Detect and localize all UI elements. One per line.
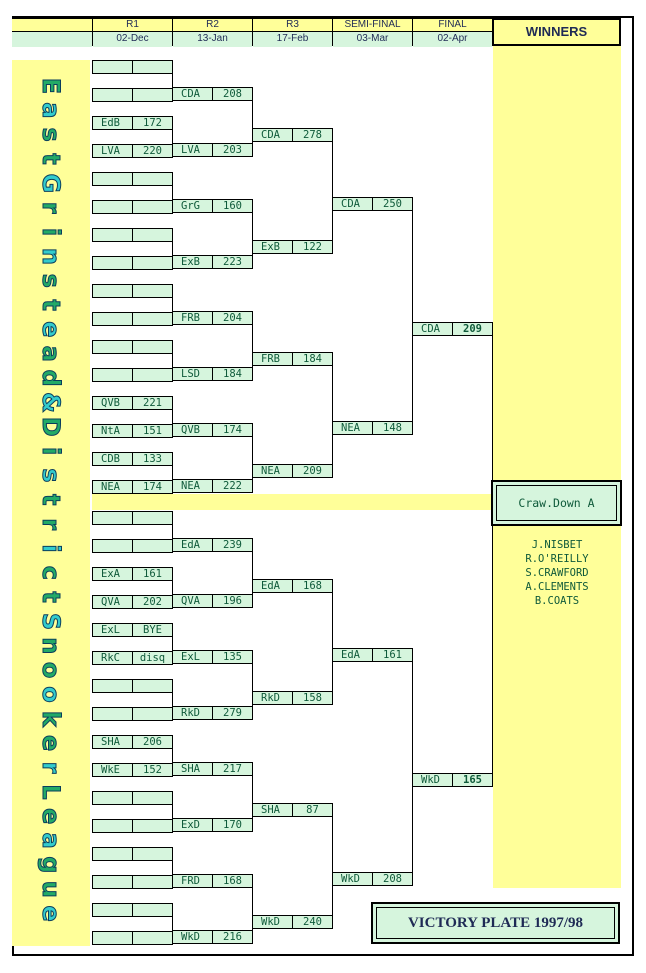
round-name: FINAL [413, 19, 492, 32]
team-cell [92, 847, 133, 861]
score-cell: 152 [132, 763, 173, 777]
league-name-letter: i [37, 227, 65, 237]
score-cell: 223 [212, 255, 253, 269]
player-name: R.O'REILLY [525, 553, 589, 565]
league-name-letter: n [37, 637, 65, 655]
team-cell [92, 707, 133, 721]
round-header [412, 18, 492, 46]
connector-line [332, 359, 333, 472]
team-cell: ExB [252, 240, 293, 254]
score-cell [132, 200, 173, 214]
team-cell: WkD [332, 872, 373, 886]
connector-line [172, 742, 173, 771]
connector-line [172, 347, 173, 376]
league-name-letter: e [37, 735, 65, 752]
round-header [252, 18, 332, 46]
round-header [92, 18, 172, 46]
score-cell: 208 [212, 87, 253, 101]
league-name-letter: & [37, 391, 65, 413]
connector-line [172, 574, 173, 603]
winners-column [493, 46, 621, 888]
header-spacer [12, 18, 92, 46]
connector-line [172, 235, 173, 264]
score-cell [132, 60, 173, 74]
score-cell: 184 [212, 367, 253, 381]
score-cell: 174 [132, 480, 173, 494]
team-cell: ExA [92, 567, 133, 581]
round-date: 17-Feb [253, 32, 332, 47]
team-cell [92, 875, 133, 889]
corner-band [12, 46, 92, 60]
score-cell [132, 931, 173, 945]
score-cell: 250 [372, 197, 413, 211]
team-cell [92, 284, 133, 298]
team-cell: WkD [412, 773, 453, 787]
team-cell [92, 931, 133, 945]
team-cell: FRB [172, 311, 213, 325]
league-name-letter: n [37, 247, 65, 265]
league-name-letter: s [37, 127, 65, 142]
connector-line [252, 545, 253, 602]
team-cell [92, 368, 133, 382]
connector-line [332, 135, 333, 248]
score-cell [132, 511, 173, 525]
winner-players [493, 538, 621, 608]
score-cell: 172 [132, 116, 173, 130]
score-cell: 174 [212, 423, 253, 437]
connector-line [172, 403, 173, 432]
score-cell [132, 368, 173, 382]
league-name-letter: t [37, 494, 65, 506]
score-cell: 168 [292, 579, 333, 593]
team-cell [92, 172, 133, 186]
league-name-letter: g [37, 856, 65, 874]
league-name-letter: a [37, 345, 65, 362]
score-cell [132, 903, 173, 917]
player-name: S.CRAWFORD [525, 567, 589, 579]
connector-line [252, 94, 253, 151]
team-cell: NEA [332, 421, 373, 435]
round-date: 13-Jan [173, 32, 252, 47]
connector-line [172, 67, 173, 96]
team-cell: CDA [172, 87, 213, 101]
league-name-letter: t [37, 299, 65, 311]
score-cell [132, 791, 173, 805]
connector-line [172, 518, 173, 547]
league-name-letter: k [37, 710, 65, 727]
team-cell: EdA [332, 648, 373, 662]
score-cell: 165 [452, 773, 493, 787]
connector-line [172, 686, 173, 715]
team-cell: CDA [412, 322, 453, 336]
round-header [172, 18, 252, 46]
team-cell [92, 88, 133, 102]
team-cell: SHA [172, 762, 213, 776]
half-divider [92, 494, 492, 510]
score-cell: 203 [212, 143, 253, 157]
score-cell [132, 88, 173, 102]
score-cell [132, 340, 173, 354]
connector-line [172, 630, 173, 659]
team-cell: QVA [172, 594, 213, 608]
score-cell [132, 256, 173, 270]
team-cell: SHA [252, 803, 293, 817]
team-cell: NEA [92, 480, 133, 494]
team-cell: GrG [172, 199, 213, 213]
connector-line [252, 318, 253, 375]
team-cell: LVA [92, 144, 133, 158]
team-cell [92, 511, 133, 525]
team-cell [92, 312, 133, 326]
score-cell: 170 [212, 818, 253, 832]
team-cell: NEA [172, 479, 213, 493]
team-cell [92, 539, 133, 553]
score-cell: 202 [132, 595, 173, 609]
score-cell [132, 707, 173, 721]
winners-header: WINNERS [492, 18, 621, 46]
league-name-letter: o [37, 661, 65, 679]
round-name: SEMI-FINAL [333, 19, 412, 32]
team-cell [92, 340, 133, 354]
league-name-letter: E [37, 77, 65, 95]
connector-line [172, 854, 173, 883]
score-cell: 161 [132, 567, 173, 581]
team-cell: ExD [172, 818, 213, 832]
round-name: R2 [173, 19, 252, 32]
connector-line [172, 179, 173, 208]
score-cell: 209 [452, 322, 493, 336]
league-name-letter: r [37, 201, 65, 214]
league-name-letter: u [37, 880, 65, 898]
team-cell: CDB [92, 452, 133, 466]
league-name-art [12, 60, 90, 946]
team-cell: EdB [92, 116, 133, 130]
team-cell [92, 256, 133, 270]
league-name-letter: G [37, 173, 65, 194]
score-cell: 221 [132, 396, 173, 410]
score-cell: 278 [292, 128, 333, 142]
team-cell: LVA [172, 143, 213, 157]
team-cell [92, 228, 133, 242]
team-cell: QVA [92, 595, 133, 609]
league-name-letter: s [37, 273, 65, 288]
league-name-letter: e [37, 808, 65, 825]
title-box [371, 902, 620, 944]
league-name-letter: i [37, 544, 65, 553]
score-cell [132, 228, 173, 242]
team-cell: NEA [252, 464, 293, 478]
page-title: VICTORY PLATE 1997/98 [376, 907, 615, 939]
score-cell: 168 [212, 874, 253, 888]
team-cell: WkD [252, 915, 293, 929]
team-cell [92, 60, 133, 74]
score-cell [132, 679, 173, 693]
connector-line [252, 430, 253, 487]
connector-line [332, 586, 333, 699]
team-cell: QVB [172, 423, 213, 437]
score-cell: 209 [292, 464, 333, 478]
round-date: 03-Mar [333, 32, 412, 47]
score-cell: 220 [132, 144, 173, 158]
team-cell: RkD [252, 691, 293, 705]
score-cell: 240 [292, 915, 333, 929]
connector-line [252, 657, 253, 714]
score-cell: 222 [212, 479, 253, 493]
score-cell: 158 [292, 691, 333, 705]
score-cell: 196 [212, 594, 253, 608]
team-cell [92, 819, 133, 833]
score-cell [132, 819, 173, 833]
player-name: A.CLEMENTS [525, 581, 589, 593]
score-cell: 204 [212, 311, 253, 325]
connector-line [172, 123, 173, 152]
team-cell: WkE [92, 763, 133, 777]
team-cell: FRB [252, 352, 293, 366]
winner-team: Craw.Down A [496, 485, 617, 521]
score-cell: 161 [372, 648, 413, 662]
round-date: 02-Dec [93, 32, 172, 47]
team-cell: ExB [172, 255, 213, 269]
team-cell [92, 200, 133, 214]
score-cell: 239 [212, 538, 253, 552]
team-cell: NtA [92, 424, 133, 438]
player-name: J.NISBET [531, 539, 583, 551]
team-cell [92, 679, 133, 693]
score-cell: 148 [372, 421, 413, 435]
score-cell [132, 312, 173, 326]
team-cell: WkD [172, 930, 213, 944]
league-name-letter: r [37, 518, 65, 531]
league-name-letter: L [37, 784, 65, 800]
score-cell: disq [132, 651, 173, 665]
team-cell: EdA [172, 538, 213, 552]
score-cell [132, 847, 173, 861]
league-name-letter: i [37, 446, 65, 456]
score-cell: 151 [132, 424, 173, 438]
league-name-banner [12, 60, 90, 946]
team-cell: ExL [172, 650, 213, 664]
round-name: R1 [93, 19, 172, 32]
connector-line [252, 206, 253, 263]
connector-line [252, 769, 253, 826]
league-name-letter: o [37, 686, 65, 703]
team-cell: LSD [172, 367, 213, 381]
league-name-letter: e [37, 905, 65, 922]
league-name-letter: D [37, 416, 65, 437]
connector-line [332, 810, 333, 923]
team-cell: RkC [92, 651, 133, 665]
connector-line [172, 910, 173, 939]
score-cell: 206 [132, 735, 173, 749]
team-cell: QVB [92, 396, 133, 410]
team-cell: RkD [172, 706, 213, 720]
round-date: 02-Apr [413, 32, 492, 47]
team-cell [92, 791, 133, 805]
team-cell: ExL [92, 623, 133, 637]
league-name-letter: a [37, 832, 65, 849]
score-cell: 135 [212, 650, 253, 664]
league-name-letter: S [37, 612, 65, 631]
winner-box [491, 480, 622, 526]
score-cell: 133 [132, 452, 173, 466]
round-name: R3 [253, 19, 332, 32]
league-name-letter: e [37, 321, 65, 338]
score-cell: 184 [292, 352, 333, 366]
league-name-letter: r [37, 761, 65, 774]
score-cell: 160 [212, 199, 253, 213]
connector-line [252, 881, 253, 938]
team-cell: EdA [252, 579, 293, 593]
score-cell: 279 [212, 706, 253, 720]
team-cell: CDA [332, 197, 373, 211]
league-name-letter: t [37, 591, 65, 603]
league-name-letter: c [37, 565, 65, 580]
team-cell: SHA [92, 735, 133, 749]
score-cell: 217 [212, 762, 253, 776]
score-cell [132, 875, 173, 889]
score-cell: 122 [292, 240, 333, 254]
league-name-letter: s [37, 468, 65, 483]
score-cell: 87 [292, 803, 333, 817]
connector-line [412, 204, 413, 429]
round-header [332, 18, 412, 46]
score-cell [132, 539, 173, 553]
league-name-letter: t [37, 153, 65, 165]
score-cell [132, 172, 173, 186]
score-cell: BYE [132, 623, 173, 637]
connector-line [172, 798, 173, 827]
score-cell [132, 284, 173, 298]
league-name-letter: d [37, 369, 65, 387]
team-cell [92, 903, 133, 917]
player-name: B.COATS [534, 595, 580, 607]
connector-line [172, 459, 173, 488]
team-cell: FRD [172, 874, 213, 888]
connector-line [172, 291, 173, 320]
score-cell: 216 [212, 930, 253, 944]
team-cell: CDA [252, 128, 293, 142]
connector-line [412, 655, 413, 880]
league-name-letter: a [37, 102, 65, 119]
score-cell: 208 [372, 872, 413, 886]
